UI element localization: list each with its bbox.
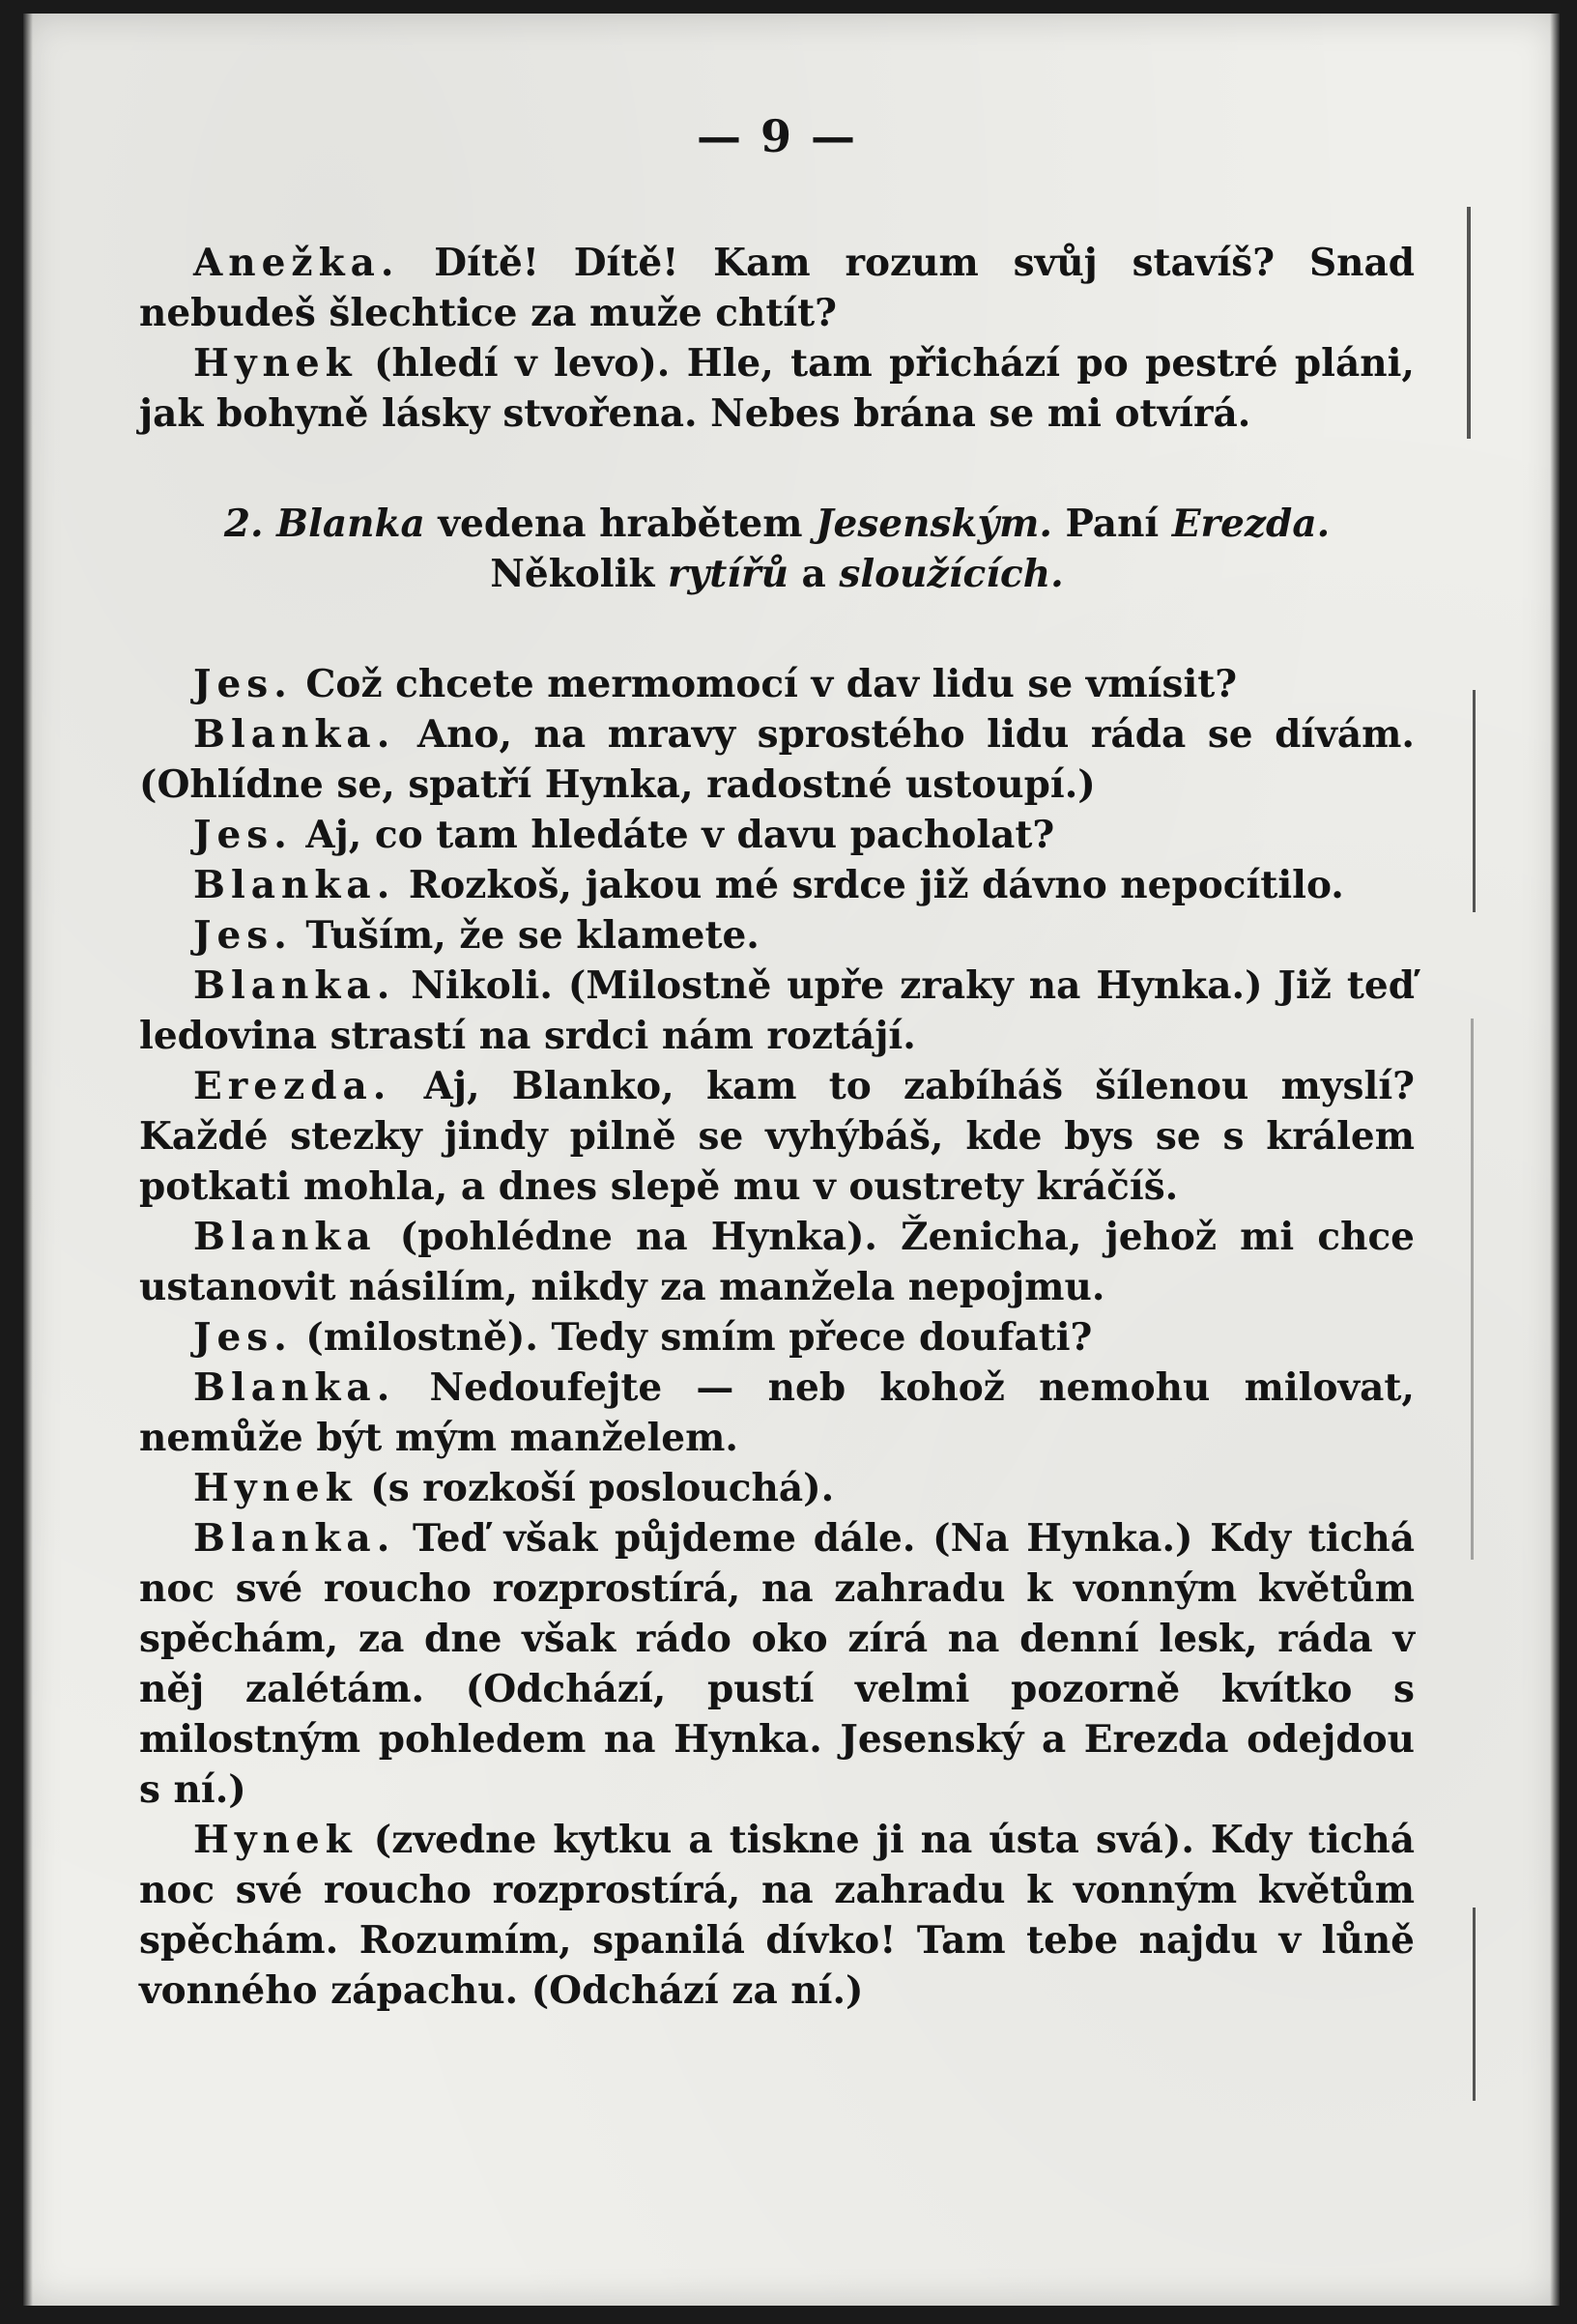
- scene-text: Paní: [1051, 502, 1172, 546]
- speaker-name: Jes.: [193, 913, 293, 958]
- dialogue-text: (zvedne kytku a tiskne ji na ústa svá). Kdy tichá noc své roucho rozprostírá, na zahradu k vonným květům spěchám. Rozumím, spanilá dívko! Tam tebe najdu v lůně vonného zápachu. (Odchází za ní.): [139, 1818, 1415, 2013]
- dialogue-text: Teď však půjdeme dále. (Na Hynka.) Kdy tichá noc své roucho rozprostírá, na zahradu k vonným květům spěchám, za dne však rádo oko zírá na denní lesk, ráda v něj zalétám. (Odchází, pustí velmi pozorně kvítko s milostným pohledem na Hynka. Jesenský a Erezda odejdou s ní.): [139, 1516, 1415, 1812]
- scene-character: rytířů: [668, 552, 788, 596]
- scene-text: a: [788, 552, 840, 596]
- margin-mark: [1471, 1019, 1474, 1560]
- dialogue-line: [139, 1513, 1415, 1815]
- dialogue-line: [139, 1312, 1415, 1363]
- dialogue-text: Nikoli. (Milostně upře zraky na Hynka.) Již teď ledovina strastí na srdci nám roztájí.: [139, 963, 1415, 1058]
- dialogue-text: Nedoufejte — neb kohož nemohu milovat, nemůže být mým manželem.: [139, 1365, 1415, 1460]
- dialogue-line: [139, 1815, 1415, 2016]
- dialogue-line: [139, 709, 1415, 810]
- scene-character: Blanka: [276, 502, 425, 546]
- speaker-name: Blanka.: [193, 712, 396, 757]
- book-page: [23, 14, 1560, 2306]
- dialogue-text: (hledí v levo). Hle, tam přichází po pestré pláni, jak bohyně lásky stvořena. Nebes brána se mi otvírá.: [139, 341, 1415, 436]
- speaker-name: Jes.: [193, 813, 293, 857]
- speaker-name: Blanka.: [193, 1365, 396, 1410]
- speaker-name: Blanka: [193, 1215, 377, 1259]
- scene-heading: [139, 499, 1415, 599]
- dialogue-line: [139, 1363, 1415, 1463]
- speaker-name: Jes.: [193, 662, 293, 706]
- scene-character: Erezda.: [1171, 502, 1331, 546]
- margin-mark: [1473, 690, 1476, 912]
- page-left-edge: [23, 14, 33, 2306]
- dialogue-text: Tuším, že se klamete.: [292, 913, 760, 958]
- dialogue-line: [139, 338, 1415, 439]
- page-number: — 9 —: [696, 110, 858, 162]
- speaker-name: Blanka.: [193, 863, 396, 907]
- dialogue-line: [139, 659, 1415, 709]
- margin-mark: [1467, 207, 1471, 439]
- dialogue-line: [139, 810, 1415, 860]
- page-right-edge: [1550, 14, 1560, 2306]
- speaker-name: Erezda.: [193, 1064, 392, 1108]
- scene-text: vedena hrabětem: [424, 502, 817, 546]
- dialogue-text: (milostně). Tedy smím přece doufati?: [292, 1315, 1093, 1360]
- speaker-name: Anežka.: [193, 241, 400, 285]
- speaker-name: Hynek: [193, 1466, 358, 1510]
- speaker-name: Hynek: [193, 341, 358, 386]
- scene-text: Několik: [490, 552, 668, 596]
- margin-mark: [1473, 1908, 1476, 2101]
- dialogue-text: Aj, co tam hledáte v davu pacholat?: [292, 813, 1055, 857]
- speaker-name: Blanka.: [193, 963, 396, 1008]
- dialogue-text: Rozkoš, jakou mé srdce již dávno nepocítilo.: [395, 863, 1344, 907]
- dialogue-line: [139, 238, 1415, 338]
- dialogue-text: Což chcete mermomocí v dav lidu se vmísit?: [292, 662, 1238, 706]
- dialogue-text: (pohlédne na Hynka). Ženicha, jehož mi chce ustanovit násilím, nikdy za manžela nepojmu.: [139, 1215, 1415, 1309]
- dialogue-text: Aj, Blanko, kam to zabíháš šílenou myslí? Každé stezky jindy pilně se vyhýbáš, kde bys se s králem potkati mohla, a dnes slepě mu v oustrety kráčíš.: [139, 1064, 1415, 1209]
- dialogue-line: [139, 860, 1415, 910]
- dialogue-line: [139, 961, 1415, 1061]
- dialogue-text: Ano, na mravy sprostého lidu ráda se dívám. (Ohlídne se, spatří Hynka, radostné ustoupí.): [139, 712, 1415, 807]
- dialogue-text: (s rozkoší poslouchá).: [357, 1466, 835, 1510]
- scene-number: 2.: [223, 502, 264, 546]
- speaker-name: Blanka.: [193, 1516, 396, 1561]
- page-text: [139, 110, 1415, 2016]
- dialogue-line: [139, 1463, 1415, 1513]
- dialogue-line: [139, 1061, 1415, 1212]
- dialogue-text: Dítě! Dítě! Kam rozum svůj stavíš? Snad nebudeš šlechtice za muže chtít?: [139, 241, 1415, 335]
- speaker-name: Hynek: [193, 1818, 358, 1862]
- speaker-name: Jes.: [193, 1315, 293, 1360]
- scene-character: Jesenským.: [816, 502, 1052, 546]
- scene-character: sloužících.: [839, 552, 1064, 596]
- dialogue-line: [139, 910, 1415, 961]
- dialogue-line: [139, 1212, 1415, 1312]
